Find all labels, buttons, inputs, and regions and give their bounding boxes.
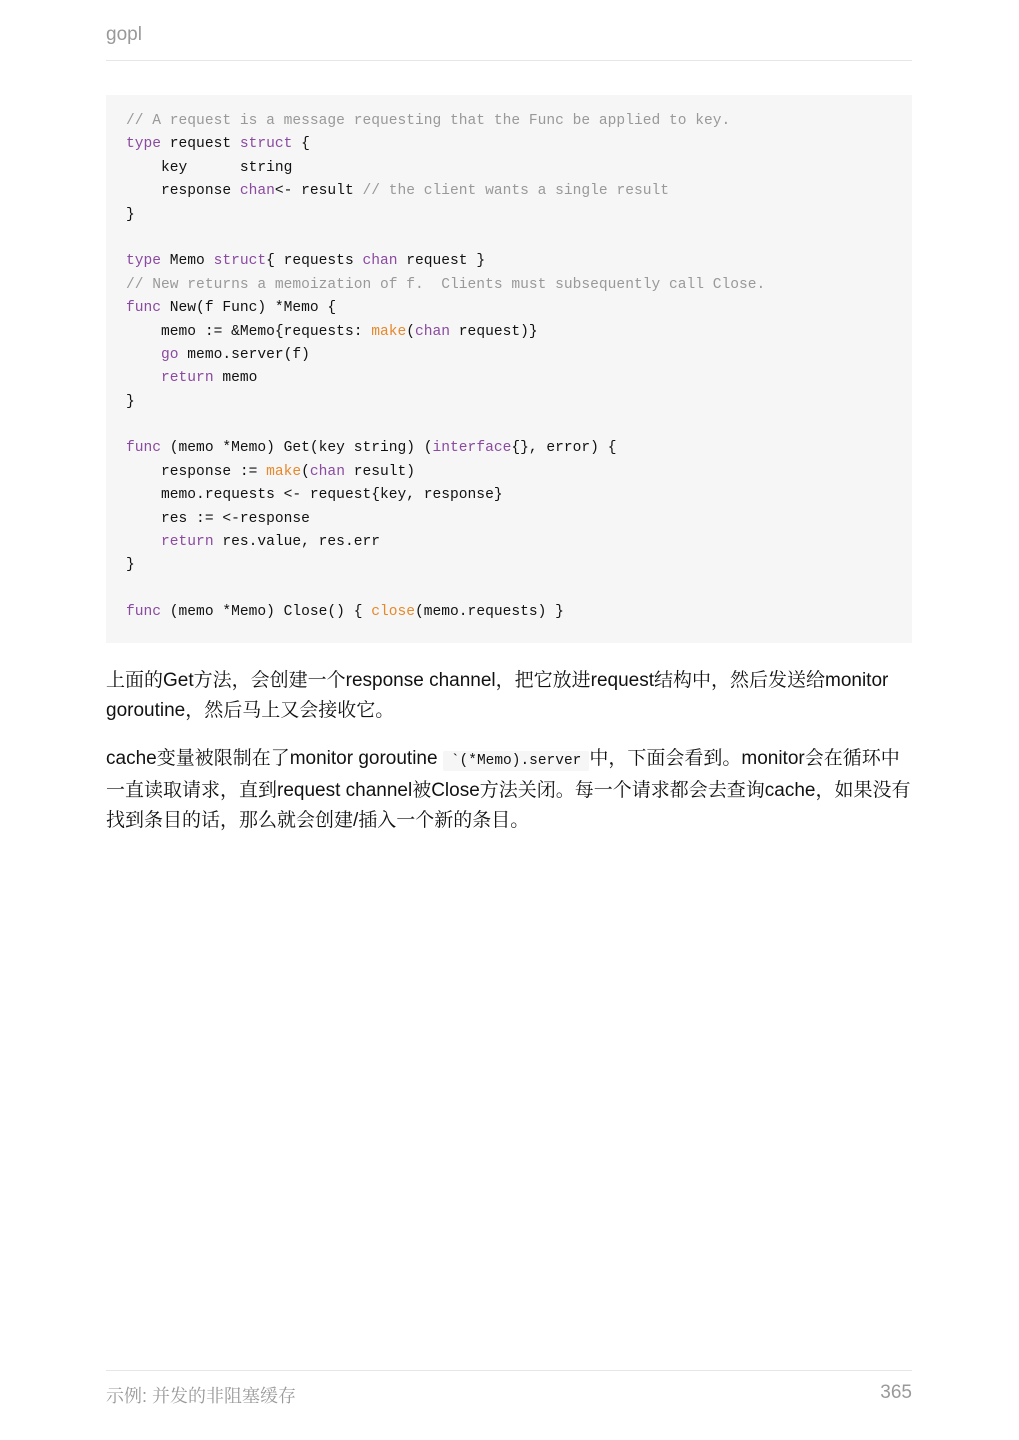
page-number: 365 bbox=[880, 1382, 912, 1403]
code-token: { bbox=[292, 136, 310, 153]
code-token-kw: interface bbox=[432, 440, 512, 457]
code-token-kw: return bbox=[161, 534, 214, 551]
code-token: key string bbox=[126, 159, 293, 176]
code-token: } bbox=[126, 393, 135, 410]
header-divider bbox=[106, 60, 912, 61]
code-line bbox=[126, 367, 892, 390]
code-line bbox=[126, 250, 892, 273]
code-token: (memo.requests) } bbox=[415, 604, 564, 621]
code-line bbox=[126, 531, 892, 554]
code-token: memo.requests <- request{key, response} bbox=[126, 487, 503, 504]
code-token-kw: return bbox=[161, 370, 214, 387]
code-token-kw: struct bbox=[213, 253, 267, 270]
code-line bbox=[126, 321, 892, 344]
code-token: } bbox=[126, 557, 135, 574]
code-line bbox=[126, 414, 892, 437]
code-line bbox=[126, 344, 892, 367]
code-token-kw: type bbox=[126, 253, 162, 270]
code-token: memo.server(f) bbox=[178, 346, 310, 363]
code-token: New(f Func) *Memo { bbox=[161, 300, 337, 317]
code-token bbox=[126, 370, 161, 386]
code-token: response bbox=[126, 183, 240, 200]
code-token-kw: chan bbox=[362, 253, 398, 270]
code-line bbox=[126, 157, 892, 180]
code-token: (memo *Memo) Close() { bbox=[161, 604, 372, 621]
code-token-comment: // New returns a memoization of f. Clients must subsequently call Close. bbox=[126, 276, 766, 293]
code-token: request bbox=[161, 136, 240, 153]
code-token: <- result bbox=[274, 183, 363, 200]
code-token: memo := &Memo{requests: bbox=[126, 323, 372, 340]
code-token: request)} bbox=[450, 323, 538, 340]
code-token: (memo *Memo) Get(key string) ( bbox=[161, 440, 433, 457]
code-line bbox=[126, 601, 892, 624]
footer-divider bbox=[106, 1370, 912, 1371]
code-token: ( bbox=[301, 463, 310, 480]
code-token: res.value, res.err bbox=[213, 534, 380, 551]
running-header: gopl bbox=[106, 24, 142, 45]
code-token: result) bbox=[344, 463, 416, 480]
paragraph-text: 中，下面会看到。monitor会在循环中一直读取请求，直到request channel被Close方法关闭。每一个请求都会去查询cache，如果没有找到条目的话，那么就会创建/插入一个新的条目。 bbox=[106, 748, 911, 831]
code-token: {}, error) { bbox=[511, 440, 617, 457]
paragraph: 上面的Get方法，会创建一个response channel，把它放进request结构中，然后发送给monitor goroutine，然后马上又会接收它。 bbox=[106, 670, 889, 721]
code-token bbox=[126, 534, 161, 550]
code-token-builtin: make bbox=[371, 323, 407, 340]
code-token: res := <-response bbox=[126, 510, 310, 527]
code-token: request } bbox=[397, 253, 486, 270]
code-token: } bbox=[126, 206, 135, 223]
code-token: memo bbox=[213, 370, 258, 387]
code-token: response := bbox=[126, 463, 267, 480]
code-token-builtin: close bbox=[371, 604, 416, 621]
code-line bbox=[126, 391, 892, 414]
code-token-kw: chan bbox=[239, 183, 275, 200]
code-line bbox=[126, 578, 892, 601]
code-token-kw: chan bbox=[309, 463, 345, 480]
code-token: { requests bbox=[266, 253, 363, 270]
code-token-kw: go bbox=[161, 346, 179, 363]
code-block bbox=[106, 95, 912, 643]
code-line bbox=[126, 110, 892, 133]
code-token-kw: type bbox=[126, 136, 162, 153]
code-token-kw: func bbox=[126, 300, 162, 317]
code-token: Memo bbox=[161, 253, 214, 270]
code-token-comment: // A request is a message requesting that the Func be applied to key. bbox=[126, 113, 731, 129]
code-line bbox=[126, 461, 892, 484]
code-line bbox=[126, 437, 892, 460]
code-line bbox=[126, 508, 892, 531]
paragraph-text: cache变量被限制在了monitor goroutine bbox=[106, 748, 443, 769]
footer-section-title: 示例: 并发的非阻塞缓存 bbox=[106, 1386, 297, 1406]
code-token-kw: chan bbox=[415, 323, 451, 340]
code-token-kw: struct bbox=[239, 136, 293, 153]
code-token-comment: // the client wants a single result bbox=[362, 183, 669, 200]
paragraph bbox=[106, 744, 912, 836]
code-line bbox=[126, 554, 892, 577]
code-line bbox=[126, 484, 892, 507]
code-token-kw: func bbox=[126, 440, 162, 457]
code-line bbox=[126, 227, 892, 250]
code-token-builtin: make bbox=[266, 463, 302, 480]
code-token-kw: func bbox=[126, 604, 162, 621]
inline-code: `(*Memo).server bbox=[443, 751, 590, 771]
code-line bbox=[126, 274, 892, 297]
code-token bbox=[126, 347, 161, 363]
code-line bbox=[126, 297, 892, 320]
code-line bbox=[126, 204, 892, 227]
code-token: ( bbox=[406, 323, 416, 340]
code-line bbox=[126, 180, 892, 203]
code-line bbox=[126, 133, 892, 156]
